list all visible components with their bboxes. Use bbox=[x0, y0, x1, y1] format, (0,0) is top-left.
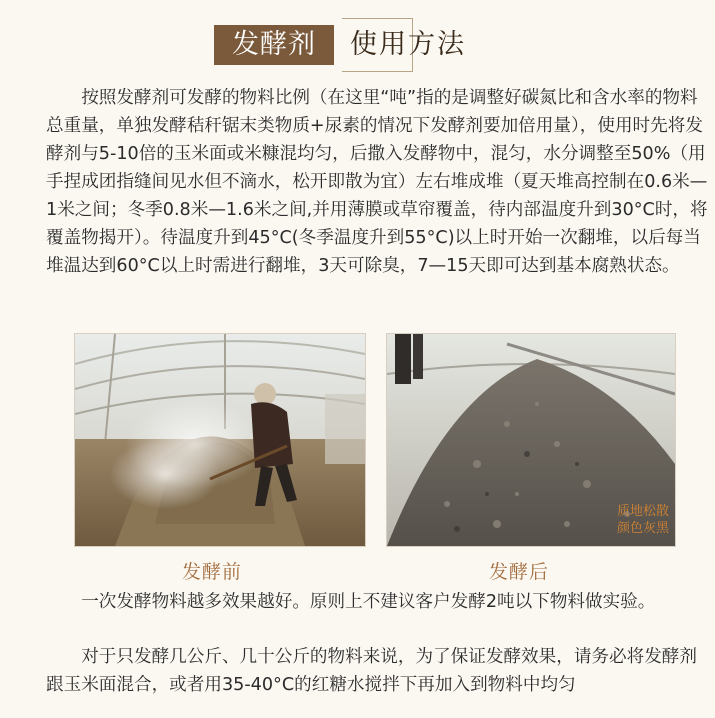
section-title bbox=[214, 18, 466, 70]
watermark-line1: 质地松散 bbox=[616, 504, 669, 519]
caption-after: 发酵后 bbox=[489, 561, 550, 583]
instructions-paragraph: 按照发酵剂可发酵的物料比例（在这里“吨”指的是调整好碳氮比和含水率的物料总重量，单独发酵秸秆锯末类物质+尿素的情况下发酵剂要加倍用量），使用时先将发酵剂与5-10倍的玉米面或米糠混均匀，后撒入发酵物中，混匀，水分调整至50%（用手捏成团指缝间见水但不滴水，松开即散为宜）左右堆成堆（夏天堆高控制在0.6米—1米之间；冬季0.8米—1.6米之间,并用薄膜或草帘覆盖，待内部温度升到30°C时，将覆盖物揭开）。待温度升到45°C(冬季温度升到55°C)以上时开始一次翻堆，以后每当堆温达到60°C以上时需进行翻堆，3天可除臭，7—15天即可达到基本腐熟状态。 bbox=[46, 88, 708, 276]
before-scene-image bbox=[75, 334, 365, 546]
photo-before-fermentation bbox=[74, 333, 366, 547]
worker-legs bbox=[395, 334, 423, 384]
photo-after-fermentation bbox=[386, 333, 676, 547]
watermark-line2: 颜色灰黑 bbox=[616, 521, 669, 536]
title-rest: 使用方法 bbox=[350, 29, 466, 60]
small-batch-paragraph: 对于只发酵几公斤、几十公斤的物料来说，为了保证发酵效果，请务必将发酵剂跟玉米面混合，或者用35-40°C的红糖水搅拌下再加入到物料中均匀 bbox=[46, 647, 697, 695]
recommendation-paragraph: 一次发酵物料越多效果越好。原则上不建议客户发酵2吨以下物料做实验。 bbox=[81, 592, 656, 612]
caption-before: 发酵前 bbox=[182, 561, 243, 583]
title-highlight: 发酵剂 bbox=[214, 25, 334, 65]
